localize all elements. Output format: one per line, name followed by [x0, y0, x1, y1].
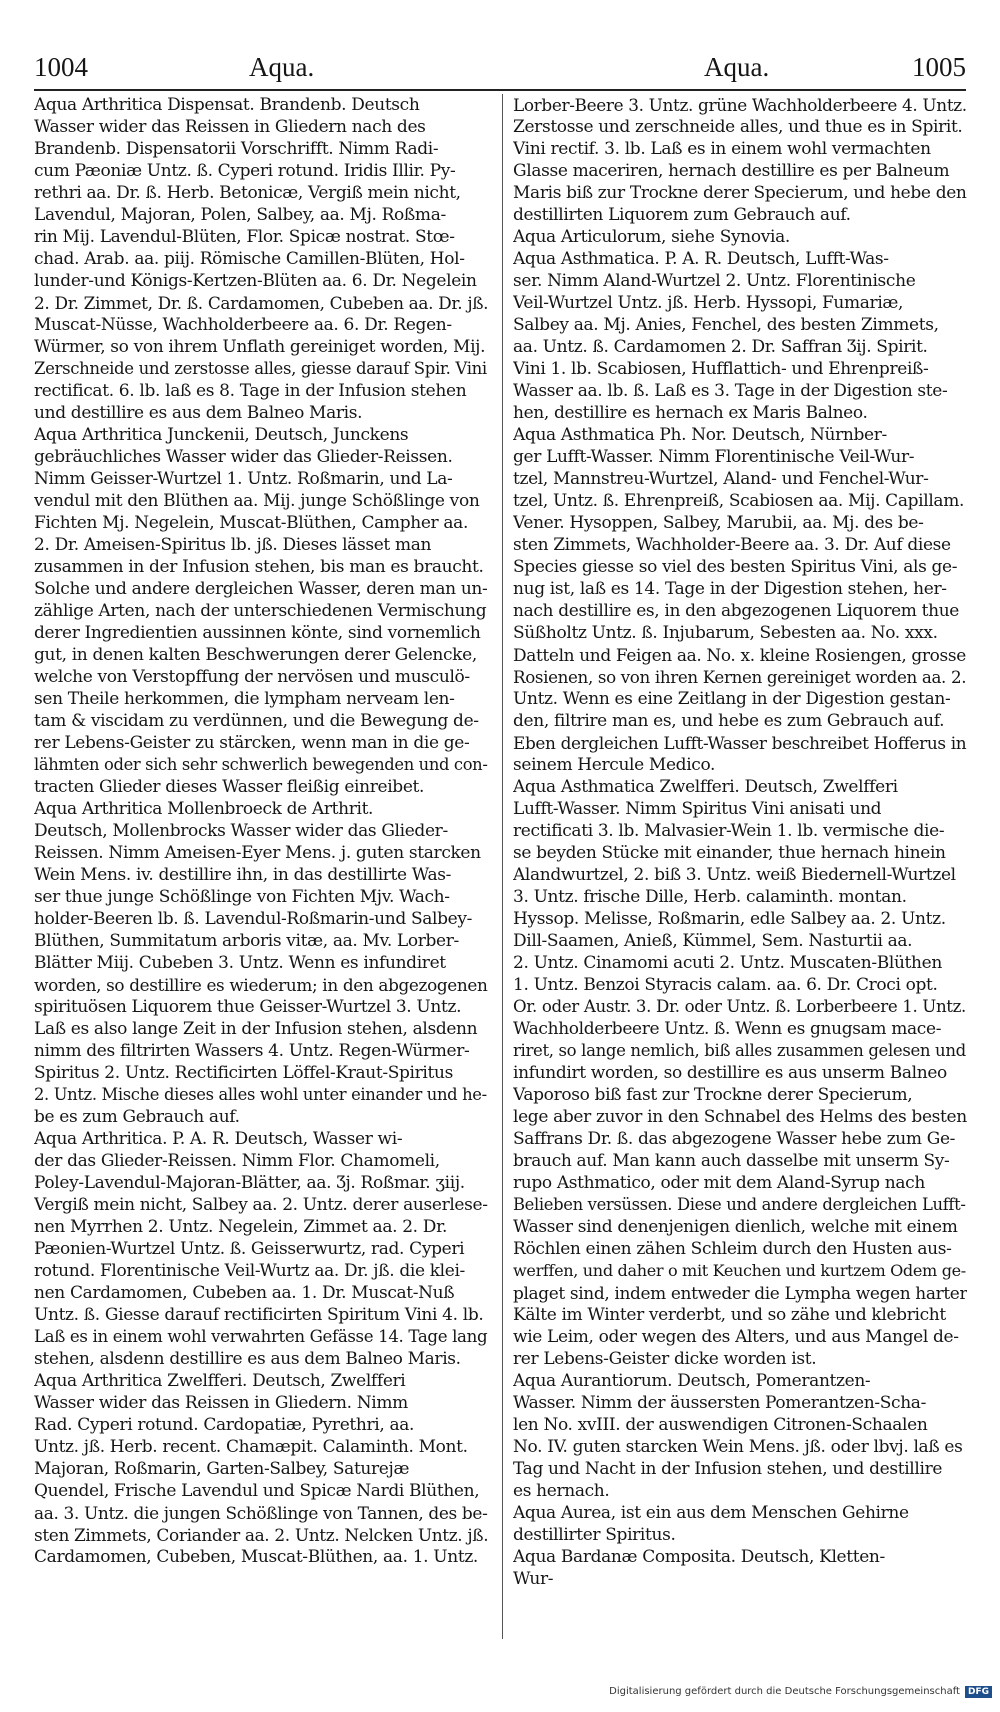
text-line: tam & viscidam zu verdünnen, und die Bewegung de-: [34, 711, 479, 731]
text-line: sen Theile herkommen, die lympham nerveam len-: [34, 689, 455, 709]
text-line: rin Mij. Lavendul-Blüten, Flor. Spicæ nostrat. Stœ-: [34, 227, 455, 247]
text-line: No. IV. guten starcken Wein Mens. jß. oder lbvj. laß es: [513, 1437, 963, 1457]
text-line: Or. oder Austr. 3. Dr. oder Untz. ß. Lorberbeere 1. Untz.: [513, 997, 966, 1016]
text-line: Lufft-Wasser. Nimm Spiritus Vini anisati und: [513, 799, 882, 819]
text-line: Wasser wider das Reissen in Gliedern nach des: [34, 117, 426, 137]
text-line: gebräuchliches Wasser wider das Glieder-Reissen.: [34, 447, 453, 467]
text-line: rer Lebens-Geister dicke worden ist.: [513, 1349, 817, 1369]
text-line: infundirt worden, so destillire es aus unserm Balneo: [513, 1063, 947, 1083]
text-line: tzel, Untz. ß. Ehrenpreiß, Scabiosen aa. Mij. Capillam.: [513, 491, 965, 511]
text-line: Maris biß zur Trockne derer Specierum, und hebe den: [513, 183, 967, 203]
text-line: Tag und Nacht in der Infusion stehen, und destillire: [513, 1459, 943, 1479]
text-line: Brandenb. Dispensatorii Vorschrifft. Nimm Radi-: [34, 139, 439, 159]
text-line: Aqua Articulorum, siehe Synovia.: [513, 227, 790, 247]
text-line: Würmer, so von ihrem Unflath gereiniget worden, Mij.: [34, 337, 486, 357]
text-line: holder-Beeren lb. ß. Lavendul-Roßmarin-und Salbey-: [34, 909, 473, 929]
text-line: rotund. Florentinische Veil-Wurtz aa. Dr. jß. die klei-: [34, 1261, 465, 1281]
text-line: Aqua Aurea, ist ein aus dem Menschen Gehirne: [513, 1503, 909, 1523]
text-line: Quendel, Frische Lavendul und Spicæ Nardi Blüthen,: [34, 1481, 480, 1501]
text-line: Untz. jß. Herb. recent. Chamæpit. Calaminth. Mont.: [34, 1437, 468, 1457]
text-line: Glasse maceriren, hernach destillire es per Balneum: [513, 161, 950, 181]
text-line: Alandwurtzel, 2. biß 3. Untz. weiß Biedernell-Wurtzel: [513, 865, 956, 885]
text-line: plaget sind, indem entweder die Lympha wegen harter: [513, 1283, 967, 1303]
text-line: nimm des filtrirten Wassers 4. Untz. Regen-Würmer-: [34, 1041, 470, 1061]
text-line: rectificati 3. lb. Malvasier-Wein 1. lb. vermische die-: [513, 821, 945, 841]
dfg-logo: DFG: [965, 1686, 992, 1698]
text-line: brauch auf. Man kann auch dasselbe mit unserm Sy-: [513, 1151, 950, 1171]
text-line: ser thue junge Schößlinge von Fichten Mjv. Wach-: [34, 887, 450, 907]
text-line: Lavendul, Majoran, Polen, Salbey, aa. Mj. Roßma-: [34, 205, 446, 225]
text-line: Aqua Aurantiorum. Deutsch, Pomerantzen-: [513, 1371, 871, 1391]
text-line: Blüthen, Summitatum arboris vitæ, aa. Mv. Lorber-: [34, 931, 459, 951]
text-line: Laß es in einem wohl verwahrten Gefässe 14. Tage lang: [34, 1327, 488, 1346]
text-line: Dill-Saamen, Anieß, Kümmel, Sem. Nasturtii aa.: [513, 931, 913, 951]
text-line: Wein Mens. iv. destillire ihn, in das destillirte Was-: [34, 865, 451, 885]
text-line: sten Zimmets, Coriander aa. 2. Untz. Nelcken Untz. jß.: [34, 1525, 488, 1545]
text-line: ger Lufft-Wasser. Nimm Florentinische Veil-Wur-: [513, 447, 915, 467]
text-line: Solche und andere dergleichen Wasser, deren man un-: [34, 579, 488, 599]
text-line: derer Ingredientien aussinnen könte, sind vornemlich: [34, 623, 481, 643]
text-line: rethri aa. Dr. ß. Herb. Betonicæ, Vergiß mein nicht,: [34, 183, 461, 203]
text-line: Zerstosse und zerschneide alles, und thue es in Spirit.: [513, 117, 963, 137]
text-line: worden, so destillire es wiederum; in den abgezogenen: [34, 975, 488, 995]
text-line: nach destillire es, in den abgezogenen Liquorem thue: [513, 601, 960, 621]
text-line: Datteln und Feigen aa. No. x. kleine Rosiengen, grosse: [513, 645, 966, 665]
text-line: Vener. Hysoppen, Salbey, Marubii, aa. Mj. des be-: [513, 513, 924, 533]
text-line: Majoran, Roßmarin, Garten-Salbey, Saturejæ: [34, 1459, 410, 1479]
text-line: Vergiß mein nicht, Salbey aa. 2. Untz. derer auserlese-: [34, 1195, 488, 1215]
left-running-title: Aqua.: [249, 52, 315, 82]
text-line: Laß es also lange Zeit in der Infusion stehen, alsdenn: [34, 1019, 478, 1039]
text-line: Aqua Bardanæ Composita. Deutsch, Kletten-: [513, 1547, 885, 1567]
text-line: Aqua Arthritica Zwelfferi. Deutsch, Zwelfferi: [34, 1371, 406, 1391]
text-line: Aqua Arthritica. P. A. R. Deutsch, Wasser wi-: [34, 1129, 403, 1149]
text-line: Rosienen, so von ihren Kernen gereiniget worden aa. 2.: [513, 667, 967, 687]
text-line: 2. Dr. Ameisen-Spiritus lb. jß. Dieses lässet man: [34, 535, 432, 555]
left-text-column: [34, 94, 488, 1568]
text-line: Salbey aa. Mj. Anies, Fenchel, des besten Zimmets,: [513, 315, 939, 335]
text-line: wie Leim, oder wegen des Alters, und aus Mangel de-: [513, 1327, 959, 1347]
text-line: rectificat. 6. lb. laß es 8. Tage in der Infusion stehen: [34, 381, 467, 401]
text-line: nug ist, laß es 14. Tage in der Digestion stehen, her-: [513, 579, 947, 599]
text-line: Untz. ß. Giesse darauf rectificirten Spiritum Vini 4. lb.: [34, 1305, 484, 1325]
text-line: Aqua Asthmatica. P. A. R. Deutsch, Lufft-Was-: [513, 249, 889, 269]
right-page-number: 1005: [912, 52, 966, 82]
text-line: Untz. Wenn es eine Zeitlang in der Digestion gestan-: [513, 689, 951, 709]
text-line: Blätter Miij. Cubeben 3. Untz. Wenn es infundiret: [34, 953, 446, 973]
text-line: Fichten Mj. Negelein, Muscat-Blüthen, Campher aa.: [34, 513, 468, 533]
text-line: Wasser sind denenjenigen dienlich, welche mit einem: [513, 1217, 958, 1237]
text-line: Lorber-Beere 3. Untz. grüne Wachholderbeere 4. Untz.: [513, 95, 967, 115]
text-line: chad. Arab. aa. piij. Römische Camillen-Blüten, Hol-: [34, 249, 465, 269]
text-line: Rad. Cyperi rotund. Cardopatiæ, Pyrethri, aa.: [34, 1415, 415, 1435]
text-line: Reissen. Nimm Ameisen-Eyer Mens. j. guten starcken: [34, 843, 481, 863]
text-line: spirituösen Liquorem thue Geisser-Wurtzel 3. Untz.: [34, 997, 462, 1017]
text-line: Hyssop. Melisse, Roßmarin, edle Salbey aa. 2. Untz.: [513, 909, 946, 929]
text-line: aa. Untz. ß. Cardamomen 2. Dr. Saffran Ʒij. Spirit.: [513, 337, 928, 357]
text-line: cum Pæoniæ Untz. ß. Cyperi rotund. Iridis Illir. Py-: [34, 161, 456, 181]
text-line: Aqua Arthritica Mollenbroeck de Arthrit.: [34, 799, 374, 819]
text-line: nen Myrrhen 2. Untz. Negelein, Zimmet aa. 2. Dr.: [34, 1217, 448, 1237]
text-line: und destillire es aus dem Balneo Maris.: [34, 403, 363, 423]
text-line: hen, destillire es hernach ex Maris Balneo.: [513, 403, 868, 423]
text-line: ser. Nimm Aland-Wurtzel 2. Untz. Florentinische: [513, 271, 916, 291]
text-line: werffen, und daher o mit Keuchen und kurtzem Odem ge-: [513, 1261, 966, 1280]
text-line: Wachholderbeere Untz. ß. Wenn es gnugsam mace-: [513, 1019, 942, 1039]
text-line: Species giesse so viel des besten Spiritus Vini, als ge-: [513, 557, 958, 577]
text-line: Wasser wider das Reissen in Gliedern. Nimm: [34, 1393, 408, 1413]
footer-credit: Digitalisierung gefördert durch die Deutsche Forschungsgemeinschaft: [609, 1686, 960, 1697]
text-line: 3. Untz. frische Dille, Herb. calaminth. montan.: [513, 887, 907, 907]
text-line: rupo Asthmatico, oder mit dem Aland-Syrup nach: [513, 1173, 925, 1193]
text-line: Eben dergleichen Lufft-Wasser beschreibet Hofferus in: [513, 733, 967, 753]
text-line: den, filtrire man es, und hebe es zum Gebrauch auf.: [513, 711, 945, 731]
text-line: lunder-und Königs-Kertzen-Blüten aa. 6. Dr. Negelein: [34, 271, 477, 291]
left-page-number: 1004: [34, 52, 88, 82]
text-line: nen Cardamomen, Cubeben aa. 1. Dr. Muscat-Nuß: [34, 1283, 455, 1303]
text-line: 1. Untz. Benzoi Styracis calam. aa. 6. Dr. Croci opt.: [513, 975, 938, 995]
text-line: Süßholtz Untz. ß. Injubarum, Sebesten aa. No. xxx.: [513, 623, 938, 643]
text-line: be es zum Gebrauch auf.: [34, 1107, 240, 1127]
text-line: stehen, alsdenn destillire es aus dem Balneo Maris.: [34, 1349, 461, 1369]
right-text-column: [513, 94, 967, 1590]
text-line: rer Lebens-Geister zu stärcken, wenn man in die ge-: [34, 733, 470, 753]
text-line: Wasser aa. lb. ß. Laß es 3. Tage in der Digestion ste-: [513, 381, 948, 401]
text-line: Röchlen einen zähen Schleim durch den Husten aus-: [513, 1239, 952, 1259]
text-line: aa. 3. Untz. die jungen Schößlinge von Tannen, des be-: [34, 1503, 488, 1523]
text-line: zählige Arten, nach der unterschiedenen Vermischung: [34, 601, 487, 621]
text-line: Wasser. Nimm der äussersten Pomerantzen-Scha-: [513, 1393, 926, 1413]
text-line: zusammen in der Infusion stehen, bis man es braucht.: [34, 557, 484, 577]
page-header: [34, 52, 966, 92]
text-line: welche von Verstopffung der nervösen und musculö-: [34, 667, 470, 687]
text-line: Deutsch, Mollenbrocks Wasser wider das Glieder-: [34, 821, 448, 841]
column-separator: [502, 94, 503, 1639]
text-line: tzel, Mannstreu-Wurtzel, Aland- und Fenchel-Wur-: [513, 469, 929, 489]
text-line: Nimm Geisser-Wurtzel 1. Untz. Roßmarin, und La-: [34, 469, 453, 489]
text-line: lege aber zuvor in den Schnabel des Helms des besten: [513, 1107, 967, 1127]
text-line: Saffrans Dr. ß. das abgezogene Wasser hebe zum Ge-: [513, 1129, 956, 1149]
text-line: Pæonien-Wurtzel Untz. ß. Geisserwurtz, rad. Cyperi: [34, 1239, 465, 1259]
text-line: vendul mit den Blüthen aa. Mij. junge Schößlinge von: [34, 491, 480, 511]
text-line: Aqua Arthritica Junckenii, Deutsch, Junckens: [34, 425, 409, 445]
text-line: Zerschneide und zerstosse alles, giesse darauf Spir. Vini: [34, 359, 487, 378]
text-line: Veil-Wurtzel Untz. jß. Herb. Hyssopi, Fumariæ,: [513, 293, 904, 313]
text-line: Spiritus 2. Untz. Rectificirten Löffel-Kraut-Spiritus: [34, 1063, 453, 1083]
text-line: 2. Untz. Mische dieses alles wohl unter einander und he-: [34, 1085, 487, 1104]
text-line: Muscat-Nüsse, Wachholderbeere aa. 6. Dr. Regen-: [34, 315, 452, 335]
text-line: Vaporoso biß fast zur Trockne derer Specierum,: [513, 1085, 913, 1105]
text-line: Wur-: [513, 1569, 554, 1589]
text-line: Vini 1. lb. Scabiosen, Hufflattich- und Ehrenpreiß-: [513, 359, 929, 379]
text-line: 2. Untz. Cinamomi acuti 2. Untz. Muscaten-Blüthen: [513, 953, 942, 973]
text-line: Aqua Asthmatica Zwelfferi. Deutsch, Zwelfferi: [513, 777, 898, 797]
text-line: tracten Glieder dieses Wasser fleißig einreibet.: [34, 777, 425, 797]
text-line: se beyden Stücke mit einander, thue hernach hinein: [513, 843, 946, 863]
text-line: Aqua Asthmatica Ph. Nor. Deutsch, Nürnber-: [513, 425, 887, 445]
text-line: destillirter Spiritus.: [513, 1525, 676, 1545]
text-line: seinem Hercule Medico.: [513, 755, 716, 775]
text-line: len No. xvIII. der auswendigen Citronen-Schaalen: [513, 1415, 928, 1435]
text-line: lähmten oder sich sehr schwerlich bewegenden und con-: [34, 755, 488, 774]
text-line: riret, so lange nemlich, biß alles zusammen gelesen und: [513, 1041, 966, 1060]
header-rule: [34, 89, 966, 91]
text-line: destillirten Liquorem zum Gebrauch auf.: [513, 205, 851, 225]
text-line: Poley-Lavendul-Majoran-Blätter, aa. Ʒj. Roßmar. ʒiij.: [34, 1173, 465, 1193]
text-line: sten Zimmets, Wachholder-Beere aa. 3. Dr. Auf diese: [513, 535, 951, 555]
text-line: Vini rectif. 3. lb. Laß es in einem wohl vermachten: [513, 139, 931, 159]
text-line: der das Glieder-Reissen. Nimm Flor. Chamomeli,: [34, 1151, 440, 1171]
digitization-footer: [609, 1686, 992, 1698]
right-running-title: Aqua.: [704, 52, 770, 82]
text-line: gut, in denen kalten Beschwerungen derer Gelencke,: [34, 645, 477, 665]
text-line: Belieben versüssen. Diese und andere dergleichen Lufft-: [513, 1195, 966, 1214]
text-line: Cardamomen, Cubeben, Muscat-Blüthen, aa. 1. Untz.: [34, 1547, 478, 1567]
text-line: Aqua Arthritica Dispensat. Brandenb. Deutsch: [34, 95, 420, 115]
text-line: 2. Dr. Zimmet, Dr. ß. Cardamomen, Cubeben aa. Dr. jß.: [34, 293, 488, 313]
text-line: es hernach.: [513, 1481, 610, 1501]
text-line: Kälte im Winter verderbt, und so zähe und klebricht: [513, 1305, 946, 1325]
